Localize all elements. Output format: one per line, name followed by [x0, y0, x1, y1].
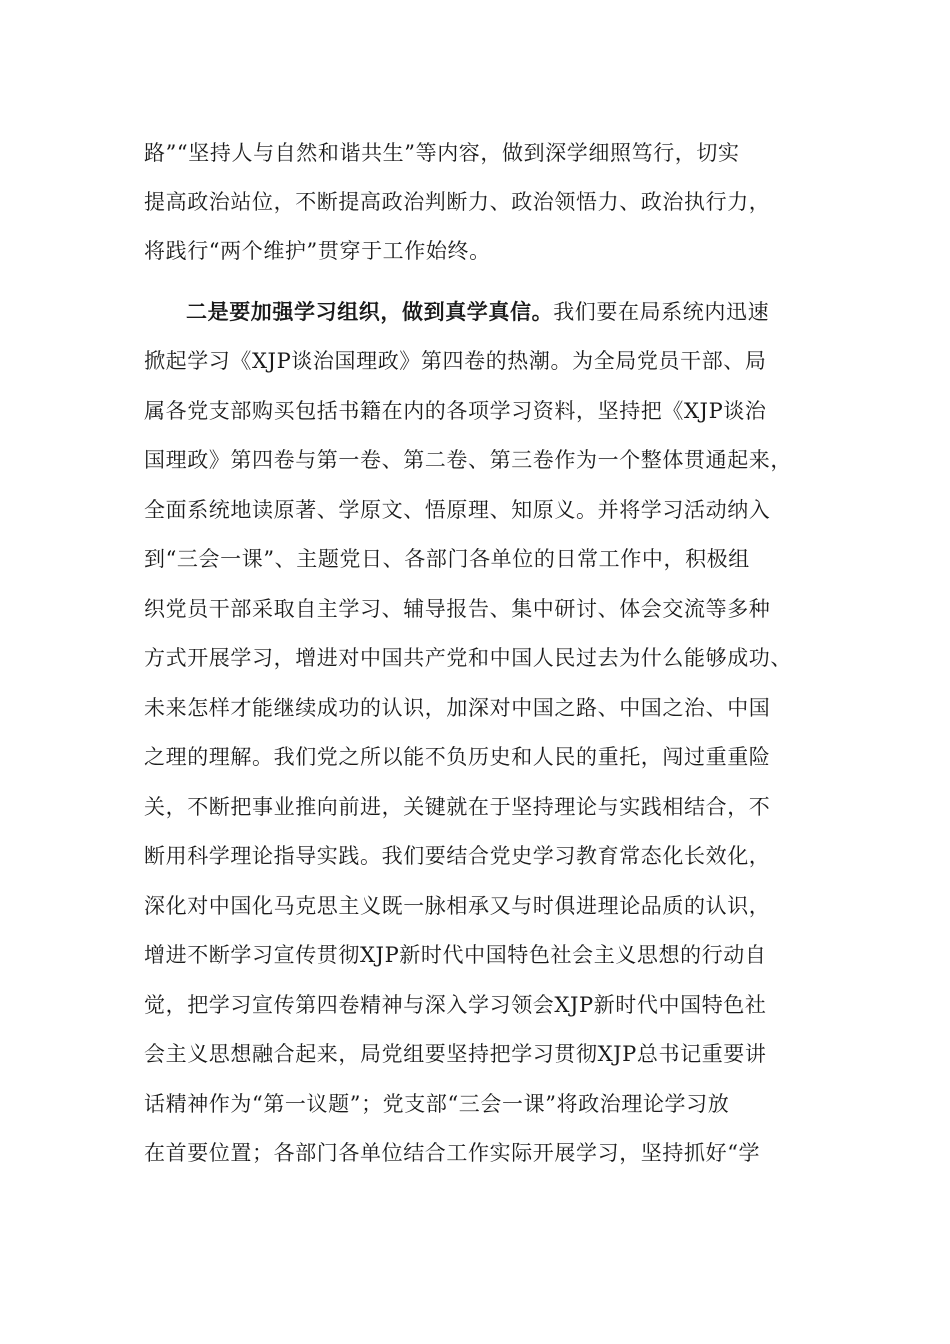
- paragraph-line: 话精神作为“第一议题”；党支部“三会一课”将政治理论学习放: [144, 1092, 730, 1116]
- paragraph-line: 会主义思想融合起来，局党组要坚持把学习贯彻XJP总书记重要讲: [144, 1042, 767, 1066]
- paragraph-line: 全面系统地读原著、学原文、悟原理、知原义。并将学习活动纳入: [144, 498, 771, 522]
- paragraph-line: 断用科学理论指导实践。我们要结合党史学习教育常态化长效化，: [144, 844, 771, 868]
- paragraph-line: 路”“坚持人与自然和谐共生”等内容，做到深学细照笃行，切实: [144, 141, 740, 165]
- paragraph-line: 属各党支部购买包括书籍在内的各项学习资料，坚持把《XJP谈治: [144, 399, 767, 423]
- paragraph-line: 增进不断学习宣传贯彻XJP新时代中国特色社会主义思想的行动自: [144, 943, 767, 967]
- paragraph-line: 提高政治站位，不断提高政治判断力、政治领悟力、政治执行力，: [144, 190, 771, 214]
- paragraph-first-line: [186, 298, 769, 326]
- paragraph-line: 在首要位置；各部门各单位结合工作实际开展学习，坚持抓好“学: [144, 1141, 761, 1165]
- paragraph-line: 方式开展学习，增进对中国共产党和中国人民过去为什么能够成功、: [144, 646, 792, 670]
- paragraph-line: 国理政》第四卷与第一卷、第二卷、第三卷作为一个整体贯通起来，: [144, 448, 792, 472]
- paragraph-line: 关，不断把事业推向前进，关键就在于坚持理论与实践相结合，不: [144, 795, 771, 819]
- paragraph-line: 深化对中国化马克思主义既一脉相承又与时俱进理论品质的认识，: [144, 894, 771, 918]
- paragraph-text: 我们要在局系统内迅速: [553, 300, 770, 324]
- paragraph-heading: 二是要加强学习组织，做到真学真信。: [186, 299, 554, 324]
- paragraph-line: 掀起学习《XJP谈治国理政》第四卷的热潮。为全局党员干部、局: [144, 349, 767, 373]
- paragraph-line: 到“三会一课”、主题党日、各部门各单位的日常工作中，积极组: [144, 547, 750, 571]
- paragraph-line: 织党员干部采取自主学习、辅导报告、集中研讨、体会交流等多种: [144, 597, 771, 621]
- paragraph-line: 将践行“两个维护”贯穿于工作始终。: [144, 239, 491, 263]
- paragraph-line: 之理的理解。我们党之所以能不负历史和人民的重托，闯过重重险: [144, 745, 771, 769]
- paragraph-line: 未来怎样才能继续成功的认识，加深对中国之路、中国之治、中国: [144, 696, 771, 720]
- paragraph-line: 觉，把学习宣传第四卷精神与深入学习领会XJP新时代中国特色社: [144, 993, 767, 1017]
